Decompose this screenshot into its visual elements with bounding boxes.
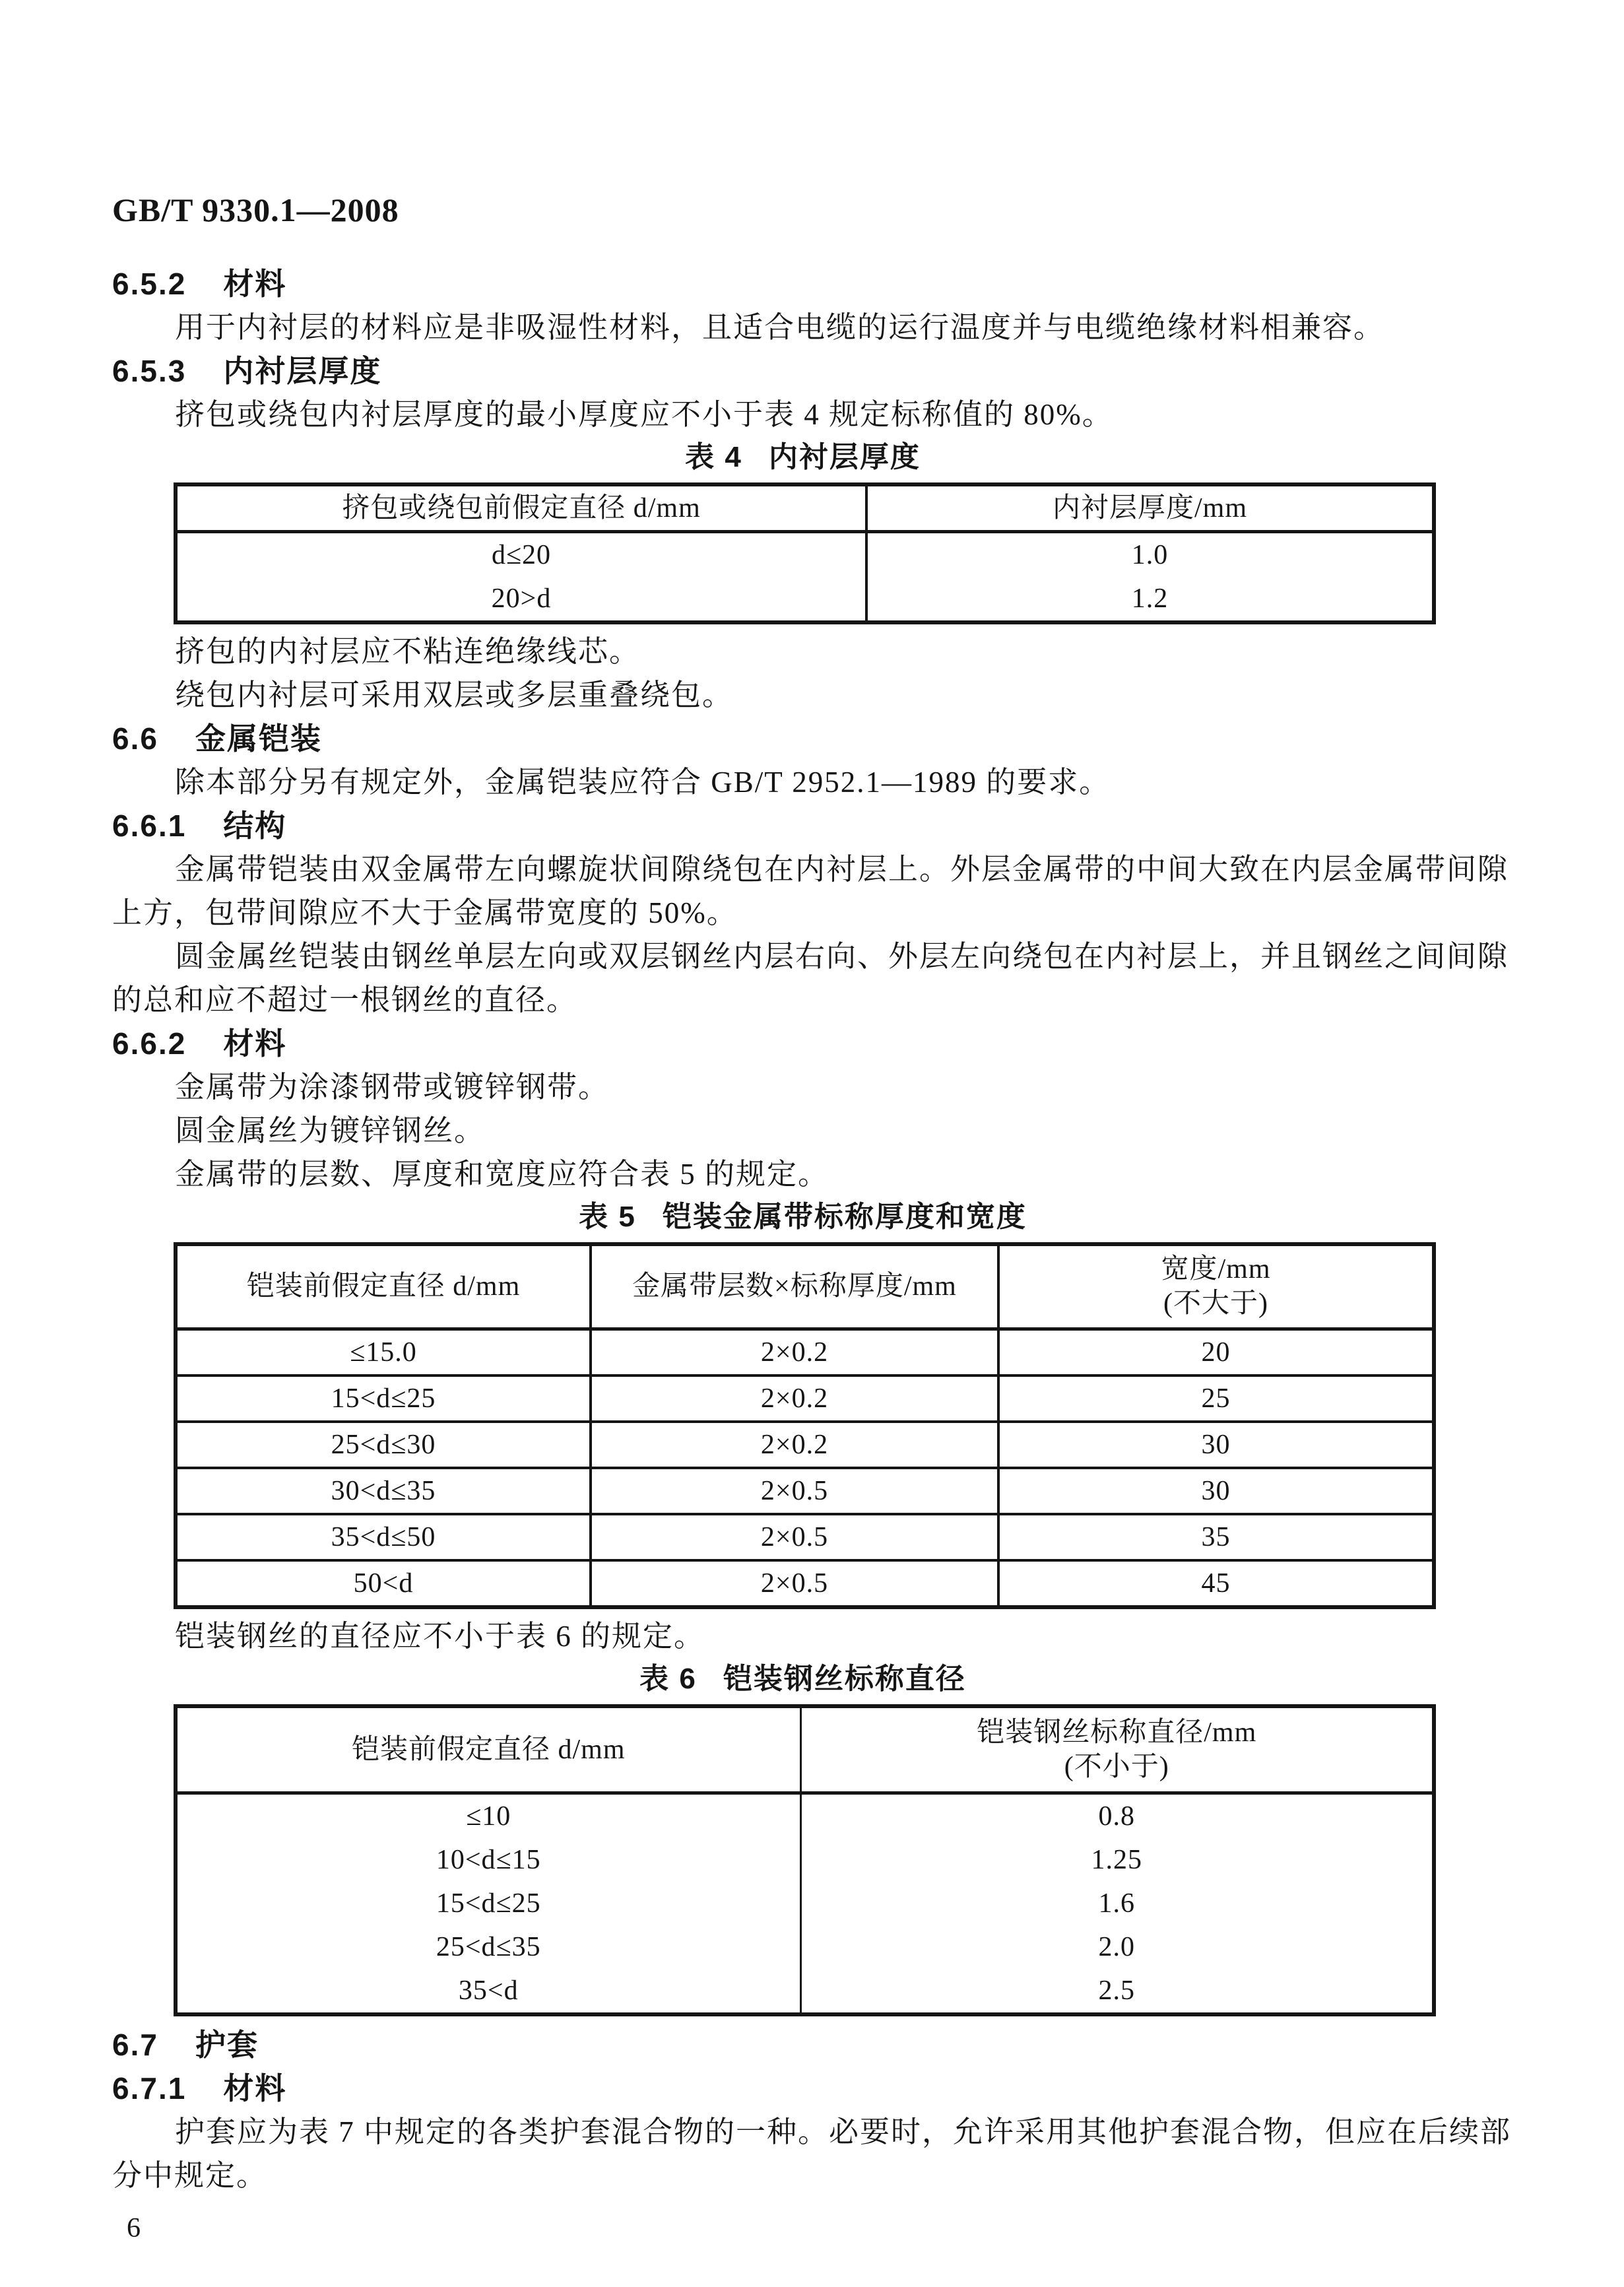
table-cell: 35<d [176,1969,800,2014]
table-5-armour-tape-thickness-width [174,1242,1436,1609]
table-cell: 2×0.2 [591,1376,998,1422]
table-row [176,1560,1434,1607]
section-heading-6-6-2 [112,1022,1512,1065]
paragraph: 铠装钢丝的直径应不小于表 6 的规定。 [175,1619,705,1653]
table-cell: 50<d [176,1560,591,1607]
table-cell: 1.0 [1131,540,1169,570]
table-row [176,1514,1434,1560]
paragraph: 绕包内衬层可采用双层或多层重叠绕包。 [175,679,734,712]
section-heading-6-6-1 [112,804,1512,847]
table-cell: 2×0.5 [591,1514,998,1560]
table-header-cell: 金属带层数×标称厚度/mm [591,1244,998,1329]
table-cell: 15<d≤25 [176,1882,800,1925]
section-number: 6.6.2 [112,1026,187,1061]
table-row [176,1793,1434,1839]
paragraph: 圆金属丝铠装由钢丝单层左向或双层钢丝内层右向、外层左向绕包在内衬层上，并且钢丝之间间隙的总和应不超过一根钢丝的直径。 [112,940,1509,1016]
table-cell: ≤15.0 [176,1329,591,1376]
table-row [176,577,1434,622]
table-header-cell: 铠装前假定直径 d/mm [176,1706,800,1793]
page-number: 6 [127,2213,141,2243]
table-cell: 35 [998,1514,1434,1560]
table-cell: 20 [998,1329,1434,1376]
section-title: 内衬层厚度 [223,354,382,388]
table-cell: 2.0 [1098,1932,1135,1962]
table-header-line: (不大于) [1163,1288,1268,1319]
table-header-row [176,1244,1434,1329]
section-heading-6-5-2 [112,262,1512,306]
table-6-armour-wire-diameter [174,1704,1436,2017]
section-title: 金属铠装 [195,721,322,756]
section-title: 材料 [223,2071,287,2105]
section-title: 结构 [223,809,287,843]
table-cell: 35<d≤50 [176,1514,591,1560]
table-cell: d≤20 [176,532,866,578]
table-cell: 1.25 [1091,1845,1142,1875]
section-heading-6-7 [112,2023,1512,2067]
table-cell: 15<d≤25 [176,1376,591,1422]
table-cell: 2.5 [1098,1975,1135,2006]
table-row [176,1882,1434,1925]
table-cell: 2×0.5 [591,1560,998,1607]
section-title: 材料 [223,267,287,301]
section-number: 6.6.1 [112,809,187,843]
table-cell: 0.8 [1098,1801,1135,1832]
table-header-line: (不小于) [1064,1751,1169,1782]
section-number: 6.6 [112,721,158,756]
table-cell: 45 [998,1560,1434,1607]
table-cell: ≤10 [176,1793,800,1839]
table-cell: 10<d≤15 [176,1838,800,1882]
table-cell: 25<d≤30 [176,1422,591,1468]
table-caption-title: 铠装金属带标称厚度和宽度 [662,1201,1027,1233]
paragraph: 金属带为涂漆钢带或镀锌钢带。 [175,1071,610,1104]
paragraph: 用于内衬层的材料应是非吸湿性材料，且适合电缆的运行温度并与电缆绝缘材料相兼容。 [175,311,1385,344]
table-cell: 2×0.2 [591,1422,998,1468]
paragraph: 金属带铠装由双金属带左向螺旋状间隙绕包在内衬层上。外层金属带的中间大致在内层金属带间隙上方，包带间隙应不大于金属带宽度的 50%。 [112,853,1509,929]
paragraph: 挤包或绕包内衬层厚度的最小厚度应不小于表 4 规定标称值的 80%。 [175,398,1113,431]
paragraph: 圆金属丝为镀锌钢丝。 [175,1114,486,1147]
paragraph: 挤包的内衬层应不粘连绝缘线芯。 [175,635,641,668]
paragraph: 除本部分另有规定外，金属铠装应符合 GB/T 2952.1—1989 的要求。 [175,766,1111,799]
section-number: 6.7 [112,2028,158,2062]
table-caption-label: 表 5 [579,1201,636,1233]
table-4-inner-covering-thickness [174,482,1436,624]
section-title: 材料 [223,1026,287,1061]
table-header-cell [800,1706,1434,1793]
table-header-row [176,484,1434,532]
table-header-cell: 挤包或绕包前假定直径 d/mm [176,484,866,532]
section-number: 6.7.1 [112,2071,187,2105]
table-row [176,1468,1434,1514]
table-row [176,1422,1434,1468]
table4-caption [174,439,1432,476]
table-header-line: 宽度/mm [1161,1254,1271,1285]
table-cell: 25<d≤35 [176,1925,800,1969]
table-header-cell: 内衬层厚度/mm [866,484,1434,532]
table-cell: 30 [998,1422,1434,1468]
table-row [176,1838,1434,1882]
table-cell: 1.2 [1131,583,1169,614]
table-caption-label: 表 4 [685,441,742,473]
table-header-cell [998,1244,1434,1329]
section-number: 6.5.2 [112,267,187,301]
table-cell: 1.6 [1098,1888,1135,1919]
table-row [176,1925,1434,1969]
section-heading-6-5-3 [112,349,1512,393]
table-row [176,1329,1434,1376]
table6-caption [174,1661,1432,1698]
table-row [176,1969,1434,2014]
section-heading-6-6 [112,717,1512,760]
table-cell: 30 [998,1468,1434,1514]
section-number: 6.5.3 [112,354,187,388]
table-header-line: 铠装钢丝标称直径/mm [977,1717,1257,1748]
standard-number: GB/T 9330.1—2008 [112,191,399,228]
table-cell: 2×0.2 [591,1329,998,1376]
table-cell: 30<d≤35 [176,1468,591,1514]
table-header-cell: 铠装前假定直径 d/mm [176,1244,591,1329]
table-row [176,1376,1434,1422]
table-header-row [176,1706,1434,1793]
table-cell: 25 [998,1376,1434,1422]
paragraph: 金属带的层数、厚度和宽度应符合表 5 的规定。 [175,1158,829,1191]
table-caption-title: 内衬层厚度 [768,441,921,473]
table-cell: 20>d [176,577,866,622]
table-caption-label: 表 6 [639,1662,697,1695]
section-title: 护套 [195,2028,259,2062]
table-caption-title: 铠装钢丝标称直径 [723,1662,966,1695]
paragraph: 护套应为表 7 中规定的各类护套混合物的一种。必要时，允许采用其他护套混合物，但应在后续部分中规定。 [112,2115,1512,2192]
table5-caption [174,1199,1432,1236]
section-heading-6-7-1 [112,2067,1512,2110]
table-row [176,532,1434,578]
table-cell: 2×0.5 [591,1468,998,1514]
